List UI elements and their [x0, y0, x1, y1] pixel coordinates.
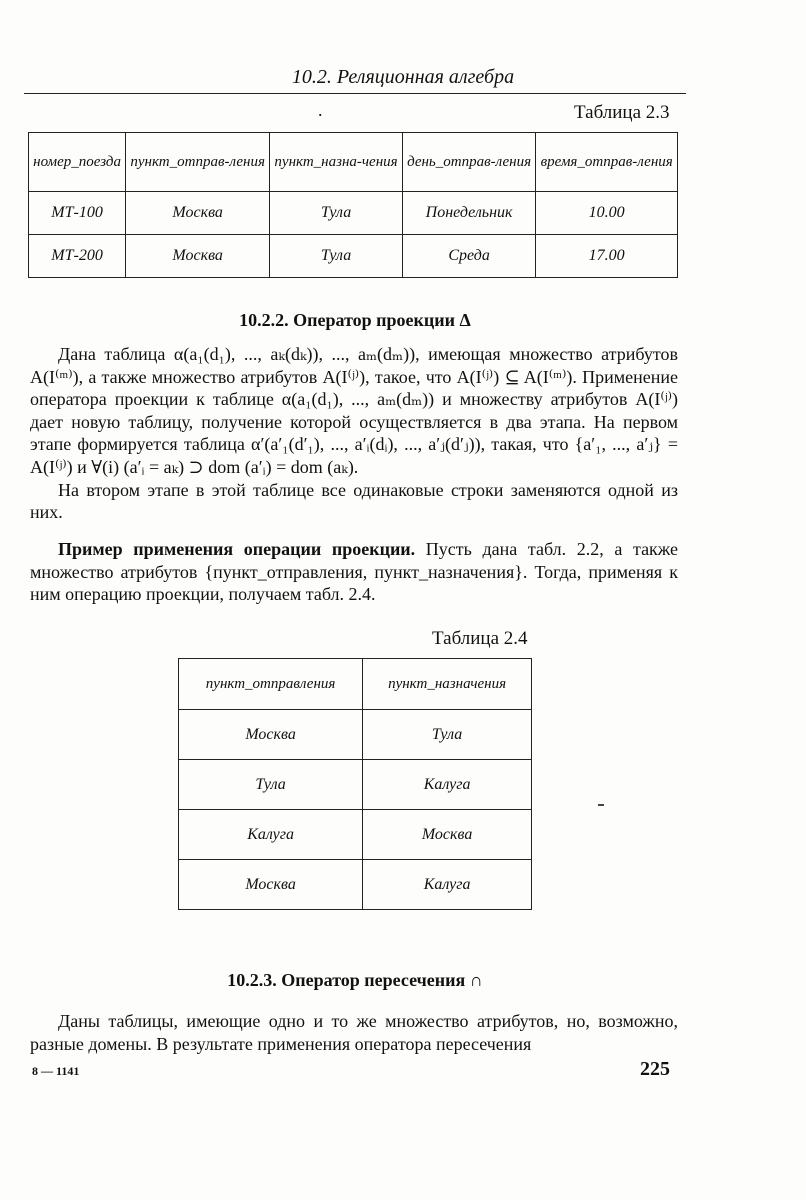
- page-number: 225: [640, 1058, 670, 1080]
- table-header-row: [29, 133, 678, 192]
- table-cell: Среда: [402, 235, 535, 278]
- table-cell: Тула: [270, 235, 403, 278]
- table-cell: Москва: [179, 860, 363, 910]
- projection-definition: Дана таблица α(a₁(d₁), ..., aₖ(dₖ)), ..., aₘ(dₘ)), имеющая множество атрибутов A(I⁽ᵐ⁾), а также множество атрибутов A(I⁽ʲ⁾), такое, что A(I⁽ʲ⁾) ⊆ A(I⁽ᵐ⁾). Применение оператора проекции к таблице α(a₁(d₁), ..., aₘ(dₘ)) и множеству атрибутов A(I⁽ʲ⁾) дает новую таблицу, получение которой осуществляется в два этапа. На первом этапе формируется таблица α′(a′₁(d′₁), ..., a′ᵢ(dᵢ), ..., a′ⱼ(d′ⱼ)), такая, что {a′₁, ..., a′ⱼ} = A(I⁽ʲ⁾) и ∀(i) (a′ᵢ = aₖ) ⊃ dom (a′ᵢ) = dom (aₖ).: [30, 344, 678, 477]
- table-cell: Тула: [363, 710, 532, 760]
- table-cell: МТ-200: [29, 235, 126, 278]
- table-2-4: [178, 658, 532, 910]
- section-title-intersection: 10.2.3. Оператор пересечения ∩: [227, 970, 483, 990]
- header-cell: номер_поезда: [29, 133, 126, 192]
- table-2-3: [28, 132, 678, 278]
- table-row: [29, 192, 678, 235]
- header-cell: пункт_назначения: [363, 659, 532, 710]
- header-rule: [24, 93, 686, 94]
- table-cell: Калуга: [363, 860, 532, 910]
- table-cell: Москва: [363, 810, 532, 860]
- table-row: [179, 860, 532, 910]
- table-cell: Калуга: [179, 810, 363, 860]
- table-cell: Тула: [270, 192, 403, 235]
- table-2-4-caption: Таблица 2.4: [432, 628, 528, 649]
- table-row: [29, 235, 678, 278]
- table-row: [179, 760, 532, 810]
- table-cell: 17.00: [536, 235, 678, 278]
- table-2-3-caption: Таблица 2.3: [574, 102, 670, 123]
- section-title-projection: 10.2.2. Оператор проекции Δ: [239, 310, 471, 330]
- header-cell: время_отправ-ления: [536, 133, 678, 192]
- intersection-paragraph: [30, 1010, 678, 1055]
- example-text: Пусть дана табл. 2.2, а также множество атрибутов {пункт_отправления, пункт_назначения}. Тогда, применяя к ним операцию проекции, получаем табл. 2.4.: [30, 539, 678, 605]
- projection-second-stage: На втором этапе в этой таблице все одинаковые строки заменяются одной из них.: [30, 479, 678, 523]
- projection-example: [30, 538, 678, 606]
- running-header: 10.2. Реляционная алгебра: [291, 66, 515, 88]
- table-cell: 10.00: [536, 192, 678, 235]
- example-heading: Пример применения операции проекции.: [58, 539, 416, 559]
- table-row: [179, 710, 532, 760]
- table-cell: Москва: [179, 710, 363, 760]
- intersection-text: Даны таблицы, имеющие одно и то же множество атрибутов, но, возможно, разные домены. В результате применения оператора пересечения: [30, 1011, 678, 1054]
- table-cell: Тула: [179, 760, 363, 810]
- header-cell: пункт_назна-чения: [270, 133, 403, 192]
- table-cell: Калуга: [363, 760, 532, 810]
- header-cell: день_отправ-ления: [402, 133, 535, 192]
- header-cell: пункт_отправления: [179, 659, 363, 710]
- stray-mark: [598, 804, 604, 806]
- table-cell: Понедельник: [402, 192, 535, 235]
- table-row: [179, 810, 532, 860]
- signature-mark: 8 — 1141: [32, 1064, 80, 1078]
- table-cell: МТ-100: [29, 192, 126, 235]
- projection-paragraph: [30, 343, 678, 524]
- table-cell: Москва: [126, 192, 270, 235]
- table-cell: Москва: [126, 235, 270, 278]
- stray-dot: .: [318, 100, 323, 120]
- header-cell: пункт_отправ-ления: [126, 133, 270, 192]
- table-header-row: [179, 659, 532, 710]
